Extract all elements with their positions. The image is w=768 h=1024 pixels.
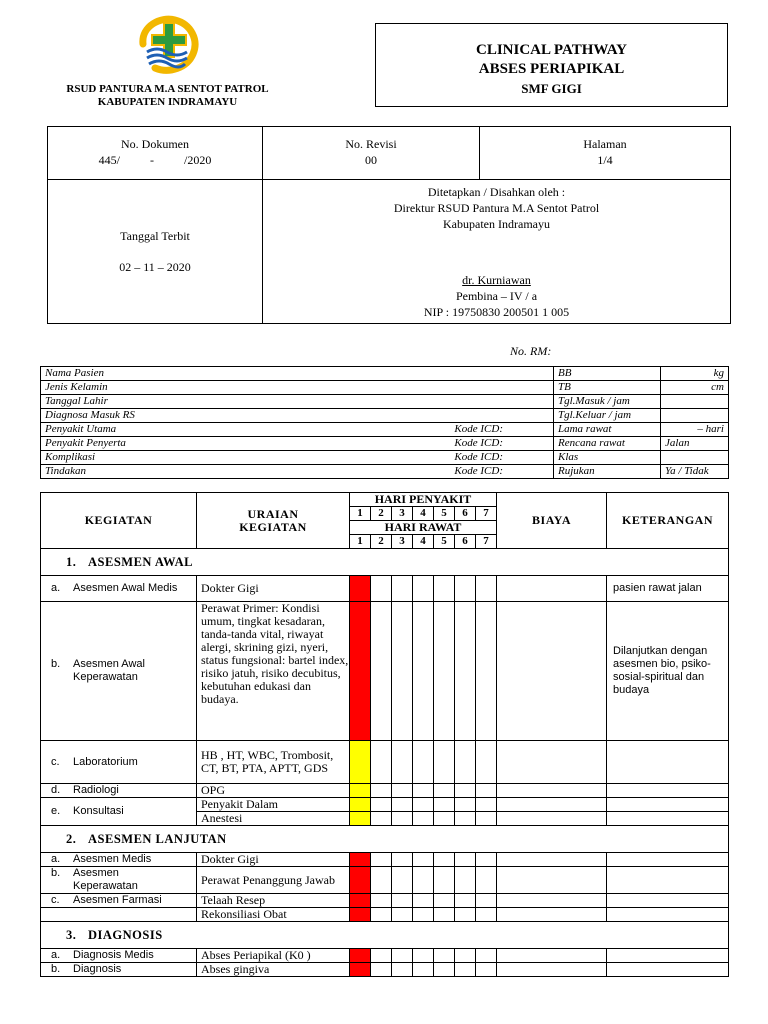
kegiatan-cell (41, 908, 197, 922)
day-5-checkbox[interactable] (434, 798, 455, 812)
day-3-checkbox[interactable] (392, 867, 413, 894)
day-3-checkbox[interactable] (392, 741, 413, 784)
keterangan-cell (607, 741, 729, 784)
section-header-row (41, 826, 729, 853)
keterangan-cell: Dilanjutkan dengan asesmen bio, psiko-sosial-spiritual dan budaya (607, 602, 729, 741)
day-4-checkbox[interactable] (413, 949, 434, 963)
patient-field-label: Nama Pasien (41, 367, 350, 381)
keterangan-cell (607, 798, 729, 812)
keterangan-cell (607, 908, 729, 922)
hospital-name: RSUD PANTURA M.A SENTOT PATROL KABUPATEN INDRAMAYU (66, 83, 269, 108)
patient-field-label-right: TB (554, 381, 661, 395)
day-6-checkbox[interactable] (455, 853, 476, 867)
uraian-cell: OPG (197, 784, 350, 798)
day-number-penyakit-1: 1 (350, 507, 371, 521)
day-number-penyakit-4: 4 (413, 507, 434, 521)
day-5-checkbox[interactable] (434, 784, 455, 798)
day-7-checkbox[interactable] (476, 853, 497, 867)
day-4-checkbox[interactable] (413, 602, 434, 741)
day-1-checkbox[interactable] (350, 798, 371, 812)
day-4-checkbox[interactable] (413, 784, 434, 798)
patient-field-label-right: Rencana rawat (554, 437, 661, 451)
patient-field-label-right: BB (554, 367, 661, 381)
title-line-1: CLINICAL PATHWAY (475, 42, 627, 58)
title-line-2: ABSES PERIAPIKAL (478, 61, 625, 77)
day-7-checkbox[interactable] (476, 741, 497, 784)
day-7-checkbox[interactable] (476, 576, 497, 602)
patient-field-value[interactable]: cm (661, 381, 729, 395)
day-6-checkbox[interactable] (455, 741, 476, 784)
uraian-cell: Abses gingiva (197, 963, 350, 977)
day-6-checkbox[interactable] (455, 812, 476, 826)
patient-field-value[interactable]: – hari (661, 423, 729, 437)
kode-icd-label: Kode ICD: (349, 437, 554, 451)
document-info-table (47, 126, 731, 324)
patient-field-value[interactable] (661, 395, 729, 409)
tanggal-terbit-cell: Tanggal Terbit 02 – 11 – 2020 (48, 180, 263, 324)
patient-row (41, 451, 729, 465)
day-7-checkbox[interactable] (476, 867, 497, 894)
patient-field-label: Tanggal Lahir (41, 395, 350, 409)
kode-icd-label (349, 409, 554, 423)
pathway-row (41, 908, 729, 922)
patient-row (41, 381, 729, 395)
day-number-rawat-4: 4 (413, 535, 434, 549)
day-5-checkbox[interactable] (434, 741, 455, 784)
keterangan-cell (607, 812, 729, 826)
day-1-checkbox[interactable] (350, 908, 371, 922)
document-title-box (375, 23, 728, 107)
day-7-checkbox[interactable] (476, 894, 497, 908)
kegiatan-cell: d. Radiologi (41, 784, 197, 798)
patient-field-label-right: Lama rawat (554, 423, 661, 437)
day-number-rawat-3: 3 (392, 535, 413, 549)
day-3-checkbox[interactable] (392, 949, 413, 963)
col-uraian-header: URAIAN KEGIATAN (197, 493, 350, 549)
day-2-checkbox[interactable] (371, 812, 392, 826)
day-1-checkbox[interactable] (350, 867, 371, 894)
section-header-row (41, 549, 729, 576)
day-5-checkbox[interactable] (434, 853, 455, 867)
pathway-row (41, 602, 729, 741)
keterangan-cell (607, 867, 729, 894)
biaya-cell[interactable] (497, 867, 607, 894)
day-1-checkbox[interactable] (350, 576, 371, 602)
kode-icd-label (349, 395, 554, 409)
biaya-cell[interactable] (497, 812, 607, 826)
patient-info-table (40, 366, 729, 479)
kegiatan-cell: a. Asesmen Medis (41, 853, 197, 867)
kode-icd-label: Kode ICD: (349, 423, 554, 437)
day-5-checkbox[interactable] (434, 867, 455, 894)
section-title: 3. DIAGNOSIS (41, 922, 729, 949)
no-rm-label: No. RM: (510, 344, 552, 358)
uraian-cell: Dokter Gigi (197, 576, 350, 602)
uraian-cell: Perawat Penanggung Jawab (197, 867, 350, 894)
patient-field-value[interactable]: kg (661, 367, 729, 381)
day-2-checkbox[interactable] (371, 867, 392, 894)
title-line-3: SMF GIGI (521, 81, 582, 96)
pathway-row (41, 894, 729, 908)
patient-field-label: Jenis Kelamin (41, 381, 350, 395)
day-4-checkbox[interactable] (413, 908, 434, 922)
patient-field-value[interactable] (661, 409, 729, 423)
biaya-cell[interactable] (497, 602, 607, 741)
day-3-checkbox[interactable] (392, 908, 413, 922)
patient-field-value[interactable] (661, 451, 729, 465)
day-6-checkbox[interactable] (455, 894, 476, 908)
day-number-penyakit-7: 7 (476, 507, 497, 521)
keterangan-cell (607, 949, 729, 963)
patient-row (41, 395, 729, 409)
day-1-checkbox[interactable] (350, 853, 371, 867)
day-6-checkbox[interactable] (455, 963, 476, 977)
day-5-checkbox[interactable] (434, 908, 455, 922)
day-3-checkbox[interactable] (392, 576, 413, 602)
kode-icd-label (349, 381, 554, 395)
day-1-checkbox[interactable] (350, 602, 371, 741)
day-2-checkbox[interactable] (371, 741, 392, 784)
uraian-cell: HB , HT, WBC, Trombosit, CT, BT, PTA, APTT, GDS (197, 741, 350, 784)
day-2-checkbox[interactable] (371, 798, 392, 812)
day-4-checkbox[interactable] (413, 963, 434, 977)
biaya-cell[interactable] (497, 798, 607, 812)
kegiatan-cell: b. Diagnosis (41, 963, 197, 977)
patient-field-value[interactable]: Jalan (661, 437, 729, 451)
patient-row (41, 423, 729, 437)
halaman-cell: Halaman 1/4 (480, 127, 731, 180)
pathway-row (41, 867, 729, 894)
day-2-checkbox[interactable] (371, 908, 392, 922)
uraian-cell: Perawat Primer: Kondisi umum, tingkat kesadaran, tanda-tanda vital, riwayat alergi, skrining gizi, nyeri, status fungsional: bartel index, risiko jatuh, risiko decubitus, kebutuhan edukasi dan budaya. (197, 602, 350, 741)
day-3-checkbox[interactable] (392, 784, 413, 798)
day-4-checkbox[interactable] (413, 812, 434, 826)
kode-icd-label (349, 367, 554, 381)
keterangan-cell: pasien rawat jalan (607, 576, 729, 602)
day-4-checkbox[interactable] (413, 741, 434, 784)
day-1-checkbox[interactable] (350, 784, 371, 798)
day-5-checkbox[interactable] (434, 812, 455, 826)
day-5-checkbox[interactable] (434, 963, 455, 977)
col-biaya-header: BIAYA (497, 493, 607, 549)
day-number-rawat-5: 5 (434, 535, 455, 549)
kode-icd-label: Kode ICD: (349, 465, 554, 479)
day-3-checkbox[interactable] (392, 602, 413, 741)
day-5-checkbox[interactable] (434, 602, 455, 741)
uraian-cell: Telaah Resep (197, 894, 350, 908)
pathway-row (41, 798, 729, 812)
kegiatan-cell: b. Asesmen Keperawatan (41, 867, 197, 894)
day-4-checkbox[interactable] (413, 894, 434, 908)
day-1-checkbox[interactable] (350, 963, 371, 977)
pathway-row (41, 949, 729, 963)
signer-name: dr. Kurniawan (462, 273, 531, 287)
day-number-penyakit-2: 2 (371, 507, 392, 521)
day-number-rawat-2: 2 (371, 535, 392, 549)
day-5-checkbox[interactable] (434, 949, 455, 963)
pathway-row (41, 741, 729, 784)
pathway-row (41, 784, 729, 798)
keterangan-cell (607, 963, 729, 977)
day-2-checkbox[interactable] (371, 784, 392, 798)
patient-row (41, 465, 729, 479)
day-number-rawat-6: 6 (455, 535, 476, 549)
biaya-cell[interactable] (497, 741, 607, 784)
kegiatan-cell: a. Asesmen Awal Medis (41, 576, 197, 602)
pathway-row (41, 963, 729, 977)
pathway-row (41, 853, 729, 867)
patient-field-label: Diagnosa Masuk RS (41, 409, 350, 423)
patient-field-label-right: Tgl.Masuk / jam (554, 395, 661, 409)
patient-field-label: Penyakit Penyerta (41, 437, 350, 451)
patient-field-label: Tindakan (41, 465, 350, 479)
keterangan-cell (607, 853, 729, 867)
keterangan-cell (607, 894, 729, 908)
day-2-checkbox[interactable] (371, 894, 392, 908)
kegiatan-cell: c. Asesmen Farmasi (41, 894, 197, 908)
biaya-cell[interactable] (497, 853, 607, 867)
day-6-checkbox[interactable] (455, 867, 476, 894)
kegiatan-cell: b. Asesmen Awal Keperawatan (41, 602, 197, 741)
col-keterangan-header: KETERANGAN (607, 493, 729, 549)
day-7-checkbox[interactable] (476, 908, 497, 922)
patient-field-label: Penyakit Utama (41, 423, 350, 437)
day-3-checkbox[interactable] (392, 894, 413, 908)
uraian-cell: Anestesi (197, 812, 350, 826)
uraian-cell: Rekonsiliasi Obat (197, 908, 350, 922)
pathway-table (40, 492, 729, 977)
day-number-penyakit-5: 5 (434, 507, 455, 521)
day-6-checkbox[interactable] (455, 798, 476, 812)
day-4-checkbox[interactable] (413, 853, 434, 867)
day-7-checkbox[interactable] (476, 784, 497, 798)
no-dokumen-cell: No. Dokumen 445/ - /2020 (48, 127, 263, 180)
biaya-cell[interactable] (497, 963, 607, 977)
kegiatan-cell: e. Konsultasi (41, 798, 197, 826)
patient-field-label-right: Rujukan (554, 465, 661, 479)
day-1-checkbox[interactable] (350, 812, 371, 826)
day-7-checkbox[interactable] (476, 602, 497, 741)
kode-icd-label: Kode ICD: (349, 451, 554, 465)
patient-field-label-right: Tgl.Keluar / jam (554, 409, 661, 423)
day-1-checkbox[interactable] (350, 741, 371, 784)
uraian-cell: Dokter Gigi (197, 853, 350, 867)
day-3-checkbox[interactable] (392, 812, 413, 826)
no-revisi-cell: No. Revisi 00 (263, 127, 480, 180)
day-5-checkbox[interactable] (434, 576, 455, 602)
day-7-checkbox[interactable] (476, 798, 497, 812)
day-7-checkbox[interactable] (476, 812, 497, 826)
day-3-checkbox[interactable] (392, 853, 413, 867)
day-2-checkbox[interactable] (371, 602, 392, 741)
section-title: 2. ASESMEN LANJUTAN (41, 826, 729, 853)
day-2-checkbox[interactable] (371, 963, 392, 977)
day-4-checkbox[interactable] (413, 576, 434, 602)
kegiatan-cell: c. Laboratorium (41, 741, 197, 784)
biaya-cell[interactable] (497, 576, 607, 602)
day-6-checkbox[interactable] (455, 908, 476, 922)
biaya-cell[interactable] (497, 894, 607, 908)
uraian-cell: Abses Periapikal (K0 ) (197, 949, 350, 963)
patient-row (41, 409, 729, 423)
day-6-checkbox[interactable] (455, 576, 476, 602)
day-2-checkbox[interactable] (371, 576, 392, 602)
day-2-checkbox[interactable] (371, 949, 392, 963)
day-3-checkbox[interactable] (392, 963, 413, 977)
day-1-checkbox[interactable] (350, 894, 371, 908)
uraian-cell: Penyakit Dalam (197, 798, 350, 812)
day-number-rawat-1: 1 (350, 535, 371, 549)
day-3-checkbox[interactable] (392, 798, 413, 812)
hospital-cross-logo-icon (133, 14, 203, 76)
day-6-checkbox[interactable] (455, 949, 476, 963)
pathway-row (41, 576, 729, 602)
hari-penyakit-header: HARI PENYAKIT (350, 493, 497, 507)
day-5-checkbox[interactable] (434, 894, 455, 908)
day-2-checkbox[interactable] (371, 853, 392, 867)
day-6-checkbox[interactable] (455, 784, 476, 798)
biaya-cell[interactable] (497, 784, 607, 798)
section-header-row (41, 922, 729, 949)
day-number-penyakit-6: 6 (455, 507, 476, 521)
biaya-cell[interactable] (497, 949, 607, 963)
patient-row (41, 367, 729, 381)
day-7-checkbox[interactable] (476, 949, 497, 963)
hari-rawat-header: HARI RAWAT (350, 521, 497, 535)
biaya-cell[interactable] (497, 908, 607, 922)
kegiatan-cell: a. Diagnosis Medis (41, 949, 197, 963)
day-number-rawat-7: 7 (476, 535, 497, 549)
day-6-checkbox[interactable] (455, 602, 476, 741)
pengesahan-cell: Ditetapkan / Disahkan oleh : Direktur RSUD Pantura M.A Sentot Patrol Kabupaten Indramayu dr. Kurniawan Pembina – IV / a NIP : 19750830 200501 1 005 (263, 180, 731, 324)
day-number-penyakit-3: 3 (392, 507, 413, 521)
day-4-checkbox[interactable] (413, 867, 434, 894)
day-7-checkbox[interactable] (476, 963, 497, 977)
patient-field-value[interactable]: Ya / Tidak (661, 465, 729, 479)
patient-field-label-right: Klas (554, 451, 661, 465)
day-4-checkbox[interactable] (413, 798, 434, 812)
col-kegiatan-header: KEGIATAN (41, 493, 197, 549)
section-title: 1. ASESMEN AWAL (41, 549, 729, 576)
day-1-checkbox[interactable] (350, 949, 371, 963)
patient-field-label: Komplikasi (41, 451, 350, 465)
keterangan-cell (607, 784, 729, 798)
patient-row (41, 437, 729, 451)
